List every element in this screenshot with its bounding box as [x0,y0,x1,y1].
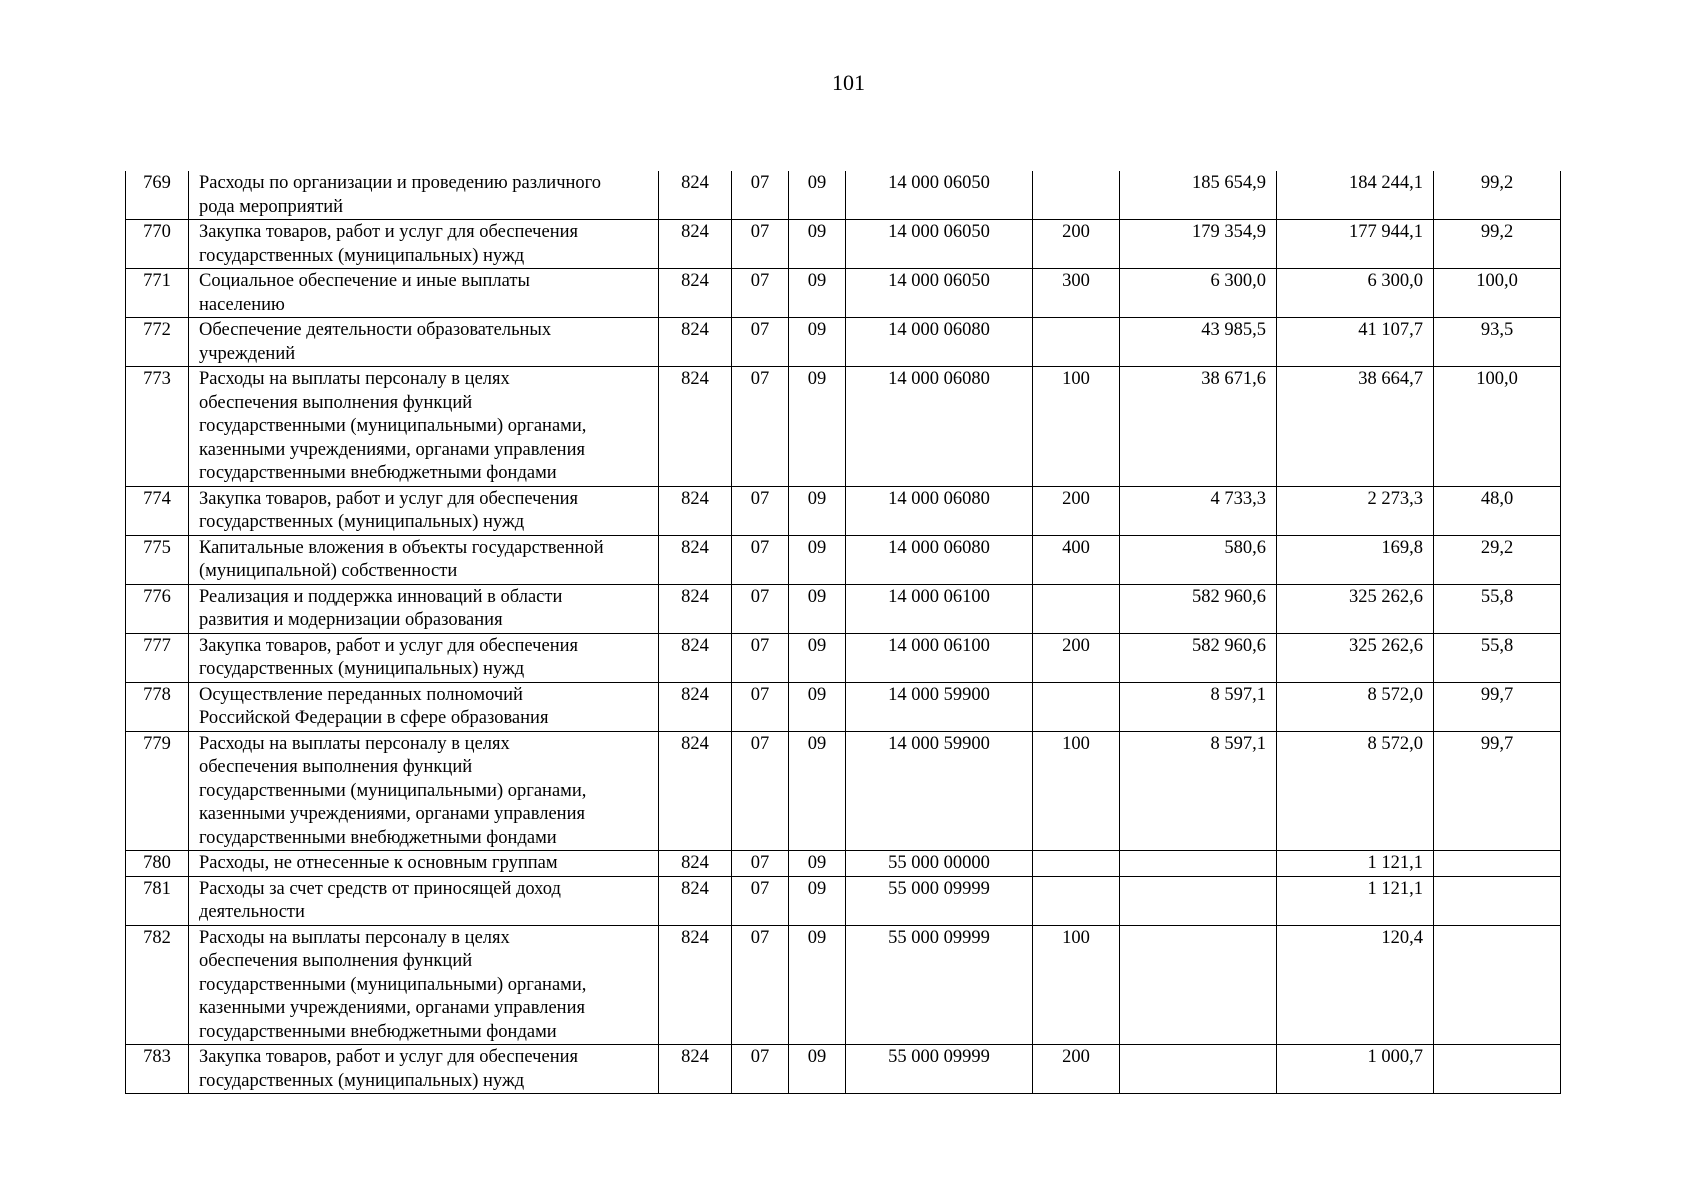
actual-amount-cell: 6 300,0 [1277,269,1434,318]
expense-name-cell [189,925,659,1045]
expense-name-line: государственными внебюджетными фондами [199,1021,557,1042]
actual-amount-cell: 38 664,7 [1277,367,1434,487]
execution-percent-cell: 99,7 [1434,682,1561,731]
section-cell: 07 [732,1045,789,1094]
expense-name-line: Расходы по организации и проведению различного [199,173,602,193]
row-number-cell: 774 [126,486,189,535]
planned-amount-cell [1120,1045,1277,1094]
expense-type-cell: 200 [1033,486,1120,535]
ministry-code-cell: 824 [659,171,732,220]
expense-name-line: казенными учреждениями, органами управления [199,804,585,824]
table-row [126,633,1561,682]
actual-amount-cell: 1 121,1 [1277,851,1434,877]
expense-name-cell [189,367,659,487]
actual-amount-cell: 1 121,1 [1277,876,1434,925]
table-row [126,171,1561,220]
ministry-code-cell: 824 [659,633,732,682]
execution-percent-cell: 99,2 [1434,171,1561,220]
target-item-cell: 55 000 00000 [846,851,1033,877]
target-item-cell: 14 000 06080 [846,535,1033,584]
table-row [126,367,1561,487]
actual-amount-cell: 120,4 [1277,925,1434,1045]
expense-type-cell: 300 [1033,269,1120,318]
expense-name-line: Закупка товаров, работ и услуг для обеспечения [199,635,579,656]
row-number-cell: 779 [126,731,189,851]
expense-name-line: обеспечения выполнения функций [199,951,473,971]
ministry-code-cell: 824 [659,731,732,851]
planned-amount-cell: 6 300,0 [1120,269,1277,318]
expense-name-line: Закупка товаров, работ и услуг для обеспечения [199,1047,579,1067]
subsection-cell: 09 [789,171,846,220]
table-row [126,486,1561,535]
expense-name-line: Реализация и поддержка инноваций в области [199,586,563,607]
row-number-cell: 777 [126,633,189,682]
ministry-code-cell: 824 [659,486,732,535]
ministry-code-cell: 824 [659,584,732,633]
target-item-cell: 14 000 06050 [846,171,1033,220]
expense-name-line: государственными (муниципальными) органами, [199,780,587,801]
expense-name-cell [189,220,659,269]
planned-amount-cell [1120,851,1277,877]
section-cell: 07 [732,220,789,269]
table-row [126,876,1561,925]
table-row [126,535,1561,584]
ministry-code-cell: 824 [659,367,732,487]
expense-type-cell: 400 [1033,535,1120,584]
expense-name-line: развития и модернизации образования [199,610,503,630]
expense-name-line: деятельности [199,902,305,922]
expense-name-line: государственных (муниципальных) нужд [199,1070,525,1091]
table-row [126,682,1561,731]
section-cell: 07 [732,535,789,584]
actual-amount-cell: 184 244,1 [1277,171,1434,220]
table-row [126,220,1561,269]
section-cell: 07 [732,633,789,682]
actual-amount-cell: 1 000,7 [1277,1045,1434,1094]
expense-name-line: государственными внебюджетными фондами [199,463,557,483]
expense-name-line: Расходы, не отнесенные к основным группам [199,853,558,873]
target-item-cell: 14 000 59900 [846,682,1033,731]
ministry-code-cell: 824 [659,318,732,367]
expense-type-cell: 100 [1033,367,1120,487]
expense-type-cell: 100 [1033,925,1120,1045]
expense-type-cell [1033,584,1120,633]
subsection-cell: 09 [789,535,846,584]
planned-amount-cell: 43 985,5 [1120,318,1277,367]
target-item-cell: 14 000 06100 [846,633,1033,682]
expense-name-line: Закупка товаров, работ и услуг для обеспечения [199,488,579,509]
expense-name-line: населению [199,294,285,315]
expense-type-cell [1033,318,1120,367]
expense-name-line: рода мероприятий [199,196,344,217]
expense-name-line: Расходы на выплаты персоналу в целях [199,369,510,389]
section-cell: 07 [732,318,789,367]
expense-name-cell [189,584,659,633]
subsection-cell: 09 [789,486,846,535]
expense-name-cell [189,682,659,731]
execution-percent-cell: 93,5 [1434,318,1561,367]
target-item-cell: 55 000 09999 [846,1045,1033,1094]
planned-amount-cell: 580,6 [1120,535,1277,584]
subsection-cell: 09 [789,633,846,682]
expense-name-line: Расходы на выплаты персоналу в целях [199,733,510,754]
table-row [126,731,1561,851]
target-item-cell: 14 000 06050 [846,269,1033,318]
row-number-cell: 773 [126,367,189,487]
row-number-cell: 769 [126,171,189,220]
subsection-cell: 09 [789,318,846,367]
expense-type-cell [1033,851,1120,877]
row-number-cell: 780 [126,851,189,877]
execution-percent-cell: 100,0 [1434,269,1561,318]
subsection-cell: 09 [789,851,846,877]
expense-name-line: государственных (муниципальных) нужд [199,512,525,532]
subsection-cell: 09 [789,925,846,1045]
execution-percent-cell: 99,7 [1434,731,1561,851]
page-number: 101 [832,70,865,95]
expense-name-line: государственными (муниципальными) органами, [199,416,587,436]
row-number-cell: 776 [126,584,189,633]
expense-name-cell [189,318,659,367]
expense-name-line: государственными (муниципальными) органами, [199,974,587,995]
expense-name-cell [189,731,659,851]
expense-name-line: Российской Федерации в сфере образования [199,708,549,728]
target-item-cell: 14 000 06080 [846,486,1033,535]
ministry-code-cell: 824 [659,682,732,731]
expense-type-cell [1033,876,1120,925]
expense-name-line: государственных (муниципальных) нужд [199,659,525,679]
expense-type-cell [1033,682,1120,731]
table-row [126,318,1561,367]
subsection-cell: 09 [789,682,846,731]
planned-amount-cell [1120,925,1277,1045]
budget-table [125,171,1561,1094]
execution-percent-cell: 99,2 [1434,220,1561,269]
expense-name-line: Расходы на выплаты персоналу в целях [199,927,510,948]
actual-amount-cell: 325 262,6 [1277,584,1434,633]
expense-name-cell [189,876,659,925]
row-number-cell: 783 [126,1045,189,1094]
expense-type-cell [1033,171,1120,220]
actual-amount-cell: 325 262,6 [1277,633,1434,682]
execution-percent-cell [1434,925,1561,1045]
planned-amount-cell: 582 960,6 [1120,633,1277,682]
table-row [126,1045,1561,1094]
ministry-code-cell: 824 [659,535,732,584]
expense-type-cell: 200 [1033,1045,1120,1094]
planned-amount-cell: 8 597,1 [1120,731,1277,851]
expense-name-cell [189,633,659,682]
planned-amount-cell: 185 654,9 [1120,171,1277,220]
subsection-cell: 09 [789,876,846,925]
planned-amount-cell [1120,876,1277,925]
row-number-cell: 778 [126,682,189,731]
section-cell: 07 [732,269,789,318]
planned-amount-cell: 179 354,9 [1120,220,1277,269]
row-number-cell: 772 [126,318,189,367]
expense-name-line: казенными учреждениями, органами управления [199,998,585,1018]
row-number-cell: 782 [126,925,189,1045]
execution-percent-cell [1434,876,1561,925]
expense-name-line: обеспечения выполнения функций [199,392,473,413]
expense-name-cell [189,1045,659,1094]
target-item-cell: 55 000 09999 [846,876,1033,925]
ministry-code-cell: 824 [659,925,732,1045]
section-cell: 07 [732,171,789,220]
ministry-code-cell: 824 [659,220,732,269]
execution-percent-cell: 55,8 [1434,633,1561,682]
subsection-cell: 09 [789,220,846,269]
planned-amount-cell: 38 671,6 [1120,367,1277,487]
expense-name-cell [189,851,659,877]
section-cell: 07 [732,851,789,877]
section-cell: 07 [732,367,789,487]
table-row [126,925,1561,1045]
expense-name-cell [189,486,659,535]
execution-percent-cell: 100,0 [1434,367,1561,487]
target-item-cell: 14 000 06080 [846,318,1033,367]
section-cell: 07 [732,731,789,851]
expense-name-line: Социальное обеспечение и иные выплаты [199,271,530,291]
execution-percent-cell: 48,0 [1434,486,1561,535]
expense-name-cell [189,171,659,220]
expense-name-line: учреждений [199,343,296,364]
planned-amount-cell: 4 733,3 [1120,486,1277,535]
target-item-cell: 55 000 09999 [846,925,1033,1045]
execution-percent-cell [1434,1045,1561,1094]
actual-amount-cell: 2 273,3 [1277,486,1434,535]
subsection-cell: 09 [789,367,846,487]
section-cell: 07 [732,584,789,633]
section-cell: 07 [732,682,789,731]
expense-name-line: Обеспечение деятельности образовательных [199,320,552,340]
expense-name-cell [189,269,659,318]
section-cell: 07 [732,486,789,535]
ministry-code-cell: 824 [659,876,732,925]
expense-name-line: (муниципальной) собственности [199,561,458,581]
subsection-cell: 09 [789,269,846,318]
expense-name-cell [189,535,659,584]
execution-percent-cell [1434,851,1561,877]
target-item-cell: 14 000 06050 [846,220,1033,269]
expense-name-line: Осуществление переданных полномочий [199,684,523,705]
table-row [126,269,1561,318]
actual-amount-cell: 41 107,7 [1277,318,1434,367]
expense-name-line: государственными внебюджетными фондами [199,827,557,848]
planned-amount-cell: 8 597,1 [1120,682,1277,731]
section-cell: 07 [732,925,789,1045]
table-body [126,171,1561,1094]
section-cell: 07 [732,876,789,925]
ministry-code-cell: 824 [659,1045,732,1094]
row-number-cell: 770 [126,220,189,269]
expense-type-cell: 100 [1033,731,1120,851]
expense-type-cell: 200 [1033,220,1120,269]
subsection-cell: 09 [789,731,846,851]
expense-name-line: Расходы за счет средств от приносящей доход [199,878,561,899]
table-row [126,584,1561,633]
expense-name-line: казенными учреждениями, органами управления [199,439,585,460]
ministry-code-cell: 824 [659,851,732,877]
actual-amount-cell: 177 944,1 [1277,220,1434,269]
ministry-code-cell: 824 [659,269,732,318]
target-item-cell: 14 000 06100 [846,584,1033,633]
expense-name-line: Капитальные вложения в объекты государственной [199,537,604,558]
row-number-cell: 781 [126,876,189,925]
target-item-cell: 14 000 06080 [846,367,1033,487]
actual-amount-cell: 8 572,0 [1277,682,1434,731]
table-row [126,851,1561,877]
actual-amount-cell: 8 572,0 [1277,731,1434,851]
row-number-cell: 775 [126,535,189,584]
planned-amount-cell: 582 960,6 [1120,584,1277,633]
subsection-cell: 09 [789,1045,846,1094]
execution-percent-cell: 29,2 [1434,535,1561,584]
expense-name-line: Закупка товаров, работ и услуг для обеспечения [199,222,579,242]
expense-type-cell: 200 [1033,633,1120,682]
target-item-cell: 14 000 59900 [846,731,1033,851]
execution-percent-cell: 55,8 [1434,584,1561,633]
row-number-cell: 771 [126,269,189,318]
actual-amount-cell: 169,8 [1277,535,1434,584]
subsection-cell: 09 [789,584,846,633]
expense-name-line: государственных (муниципальных) нужд [199,245,525,266]
expense-name-line: обеспечения выполнения функций [199,757,473,777]
